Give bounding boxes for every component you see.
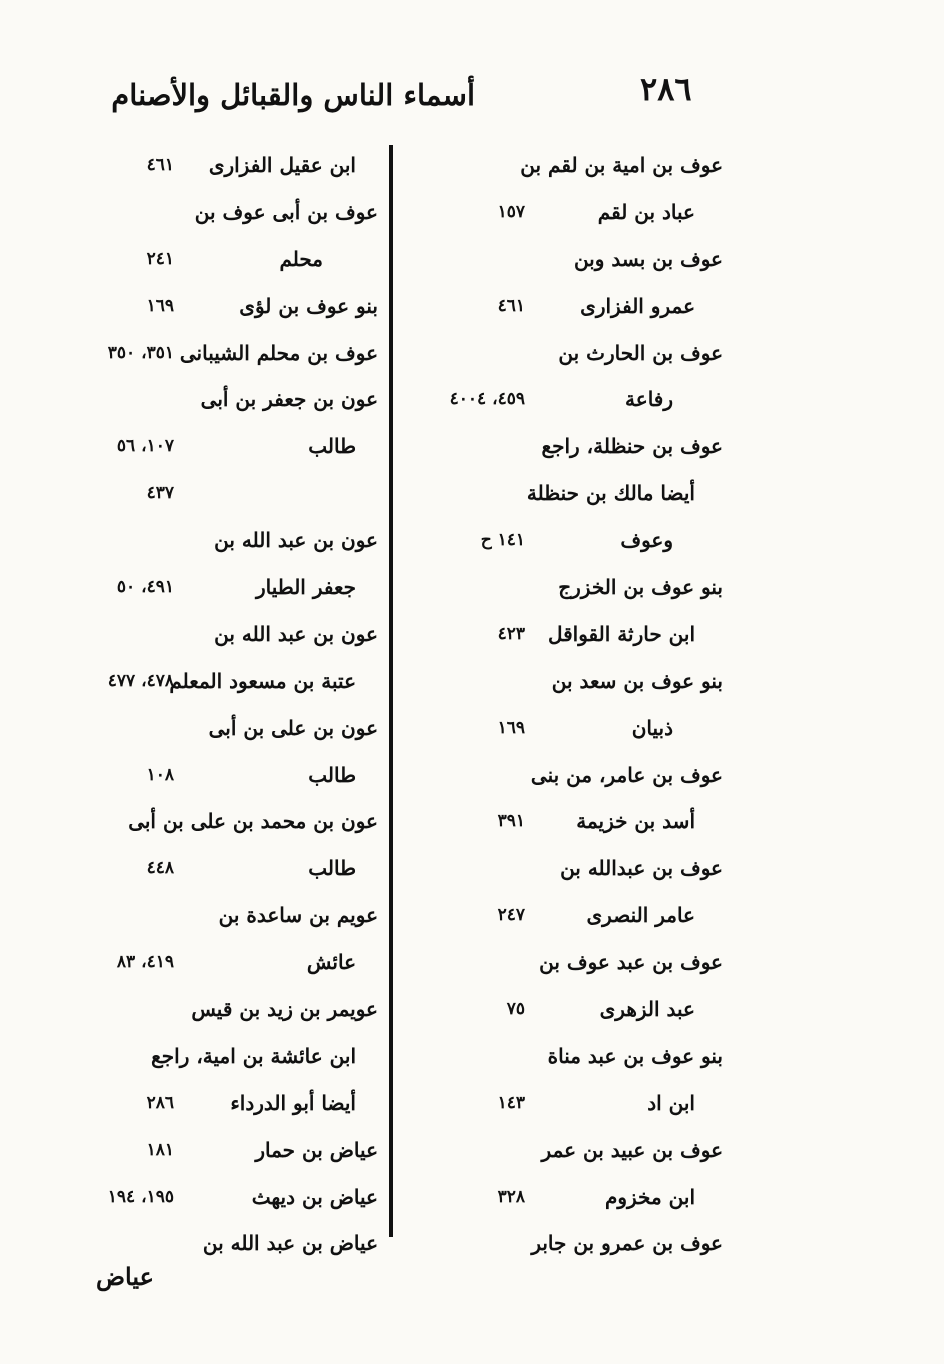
entry-pages: ١٤٣	[497, 1092, 525, 1113]
index-entry	[405, 564, 723, 611]
index-entry	[405, 283, 723, 330]
entry-name: عوف بن أبى عوف بن	[194, 199, 378, 224]
index-entry	[405, 1080, 723, 1127]
entry-pages: ٤٩١، ٥٠	[116, 577, 174, 598]
entry-pages: ١٨١	[146, 1139, 174, 1160]
entry-name: عائش	[306, 950, 356, 975]
index-entry	[62, 658, 378, 705]
entry-pages: ١٦٩	[497, 717, 525, 738]
index-entry	[405, 142, 723, 189]
entry-name: بنو عوف بن لؤى	[239, 293, 378, 318]
entry-name: ذبيان	[631, 715, 673, 740]
index-entry	[62, 1080, 378, 1127]
entry-pages: ٤٦١	[146, 155, 174, 175]
entry-name: عامر النصرى	[586, 903, 695, 928]
entry-name: عياض بن حمار	[255, 1137, 378, 1162]
page-number: ٢٨٦	[640, 70, 692, 108]
entry-name: عتبة بن مسعود المعلم	[169, 668, 356, 693]
index-entry	[62, 423, 378, 470]
entry-pages: ١٦٩	[146, 295, 174, 316]
index-entry	[62, 986, 378, 1033]
index-entry	[405, 1174, 723, 1221]
entry-name: رفاعة	[625, 387, 673, 412]
index-entry	[405, 986, 723, 1033]
entry-name: عوف بن عامر، من بنى	[530, 762, 723, 787]
entry-name: بنو عوف بن الخزرج	[558, 575, 723, 600]
entry-name: عياض بن عبد الله بن	[202, 1231, 378, 1256]
catchword: عياض	[96, 1262, 154, 1291]
index-entry	[62, 611, 378, 658]
index-entry	[62, 1220, 378, 1267]
index-entry	[405, 658, 723, 705]
column-divider	[389, 145, 393, 1237]
entry-name: عون بن على بن أبى	[208, 715, 378, 740]
entry-name: بنو عوف بن سعد بن	[551, 668, 723, 693]
entry-name: بنو عوف بن عبد مناة	[547, 1043, 723, 1068]
entry-pages: ٤٢٣	[497, 623, 525, 644]
entry-pages: ٣٩١	[497, 811, 525, 832]
index-entry	[405, 892, 723, 939]
index-entry	[62, 705, 378, 752]
entry-name: عون بن عبد الله بن	[214, 528, 378, 553]
index-entry	[405, 1220, 723, 1267]
entry-pages: ٤٤٨	[146, 858, 174, 879]
entry-name: عون بن جعفر بن أبى	[200, 387, 378, 412]
entry-name: ابن اد	[647, 1090, 695, 1115]
entry-pages: ٧٥	[506, 999, 525, 1020]
entry-name: عوف بن محلم الشيبانى	[179, 340, 378, 365]
entry-name: جعفر الطيار	[256, 575, 356, 600]
entry-name: أسد بن خزيمة	[576, 809, 695, 834]
index-entry	[405, 705, 723, 752]
entry-name: عوف بن امية بن لقم بن	[520, 153, 723, 177]
index-entry	[62, 236, 378, 283]
entry-name: ابن عقيل الفزارى	[208, 153, 356, 177]
entry-pages: ٢٤١	[146, 248, 174, 269]
entry-name: محلم	[279, 246, 323, 271]
entry-pages: ٤٣٧	[146, 483, 174, 504]
index-entry	[62, 798, 378, 845]
entry-name: عمرو الفزارى	[580, 293, 695, 318]
entry-name: عوف بن الحارث بن	[558, 340, 723, 365]
entry-name: عوف بن عبيد بن عمر	[541, 1137, 723, 1162]
entry-pages: ٢٨٦	[146, 1092, 174, 1113]
entry-name: طالب	[308, 434, 356, 459]
entry-name: عباد بن لقم	[597, 199, 695, 224]
index-entry	[62, 517, 378, 564]
entry-name: عون بن محمد بن على بن أبى	[128, 809, 378, 834]
index-entry	[62, 564, 378, 611]
index-entry	[62, 142, 378, 189]
index-entry	[62, 845, 378, 892]
index-entry	[405, 236, 723, 283]
index-entry	[62, 189, 378, 236]
entry-pages: ١٥٧	[497, 201, 525, 222]
entry-pages: ٤١٩، ٨٣	[116, 952, 174, 973]
index-column-right	[405, 142, 723, 1267]
index-entry	[62, 330, 378, 377]
index-entry	[62, 939, 378, 986]
index-entry	[405, 752, 723, 799]
index-entry	[405, 470, 723, 517]
index-column-left	[62, 142, 378, 1267]
entry-name: أيضا مالك بن حنظلة	[526, 481, 695, 506]
entry-name: عبد الزهرى	[599, 997, 695, 1022]
index-entry	[62, 283, 378, 330]
entry-name: عوف بن بسد وبن	[573, 246, 723, 271]
index-entry	[405, 611, 723, 658]
entry-name: طالب	[308, 856, 356, 881]
entry-name: ابن عائشة بن امية، راجع	[151, 1043, 356, 1068]
entry-pages: ٤٧٨، ٤٧٧	[107, 670, 174, 691]
entry-pages: ٤٦١	[497, 295, 525, 316]
entry-pages: ١٤١ ح	[480, 530, 525, 551]
entry-name: عوف بن عبد عوف بن	[539, 950, 723, 975]
entry-name: عويمر بن زيد بن قيس	[191, 997, 378, 1022]
entry-name: وعوف	[620, 528, 673, 553]
entry-name: عون بن عبد الله بن	[214, 621, 378, 646]
index-entry	[405, 1033, 723, 1080]
index-entry	[62, 1174, 378, 1221]
entry-name: عويم بن ساعدة بن	[218, 903, 378, 928]
index-entry	[62, 1033, 378, 1080]
entry-pages: ١٩٥، ١٩٤	[107, 1186, 174, 1207]
entry-name: عوف بن عبدالله بن	[560, 856, 723, 881]
index-entry	[405, 798, 723, 845]
entry-pages: ١٠٨	[146, 764, 174, 785]
index-entry	[62, 752, 378, 799]
entry-pages: ٣٥١، ٣٥٠	[107, 342, 174, 363]
entry-pages: ٣٢٨	[497, 1186, 525, 1207]
entry-name: أيضا أبو الدرداء	[230, 1090, 356, 1115]
index-entry	[62, 892, 378, 939]
entry-name: ابن مخزوم	[604, 1184, 695, 1209]
entry-pages: ٢٤٧	[497, 905, 525, 926]
index-entry	[405, 330, 723, 377]
index-entry	[405, 1127, 723, 1174]
index-entry	[405, 517, 723, 564]
entry-pages: ١٠٧، ٥٦	[116, 436, 174, 457]
index-entry	[405, 423, 723, 470]
index-entry	[405, 939, 723, 986]
index-entry	[62, 1127, 378, 1174]
index-entry	[62, 470, 378, 517]
index-entry	[405, 845, 723, 892]
page-header-title: أسماء الناس والقبائل والأصنام	[111, 78, 475, 112]
index-entry	[405, 376, 723, 423]
index-entry	[62, 376, 378, 423]
entry-name: عوف بن حنظلة، راجع	[541, 434, 723, 459]
entry-name: ابن حارثة القواقل	[547, 621, 695, 646]
entry-name: عياض بن ديهث	[251, 1184, 378, 1209]
entry-name: عوف بن عمرو بن جابر	[531, 1231, 723, 1256]
entry-name: طالب	[308, 762, 356, 787]
index-entry	[405, 189, 723, 236]
entry-pages: ٤٥٩، ٤٠٠٤	[449, 389, 525, 410]
